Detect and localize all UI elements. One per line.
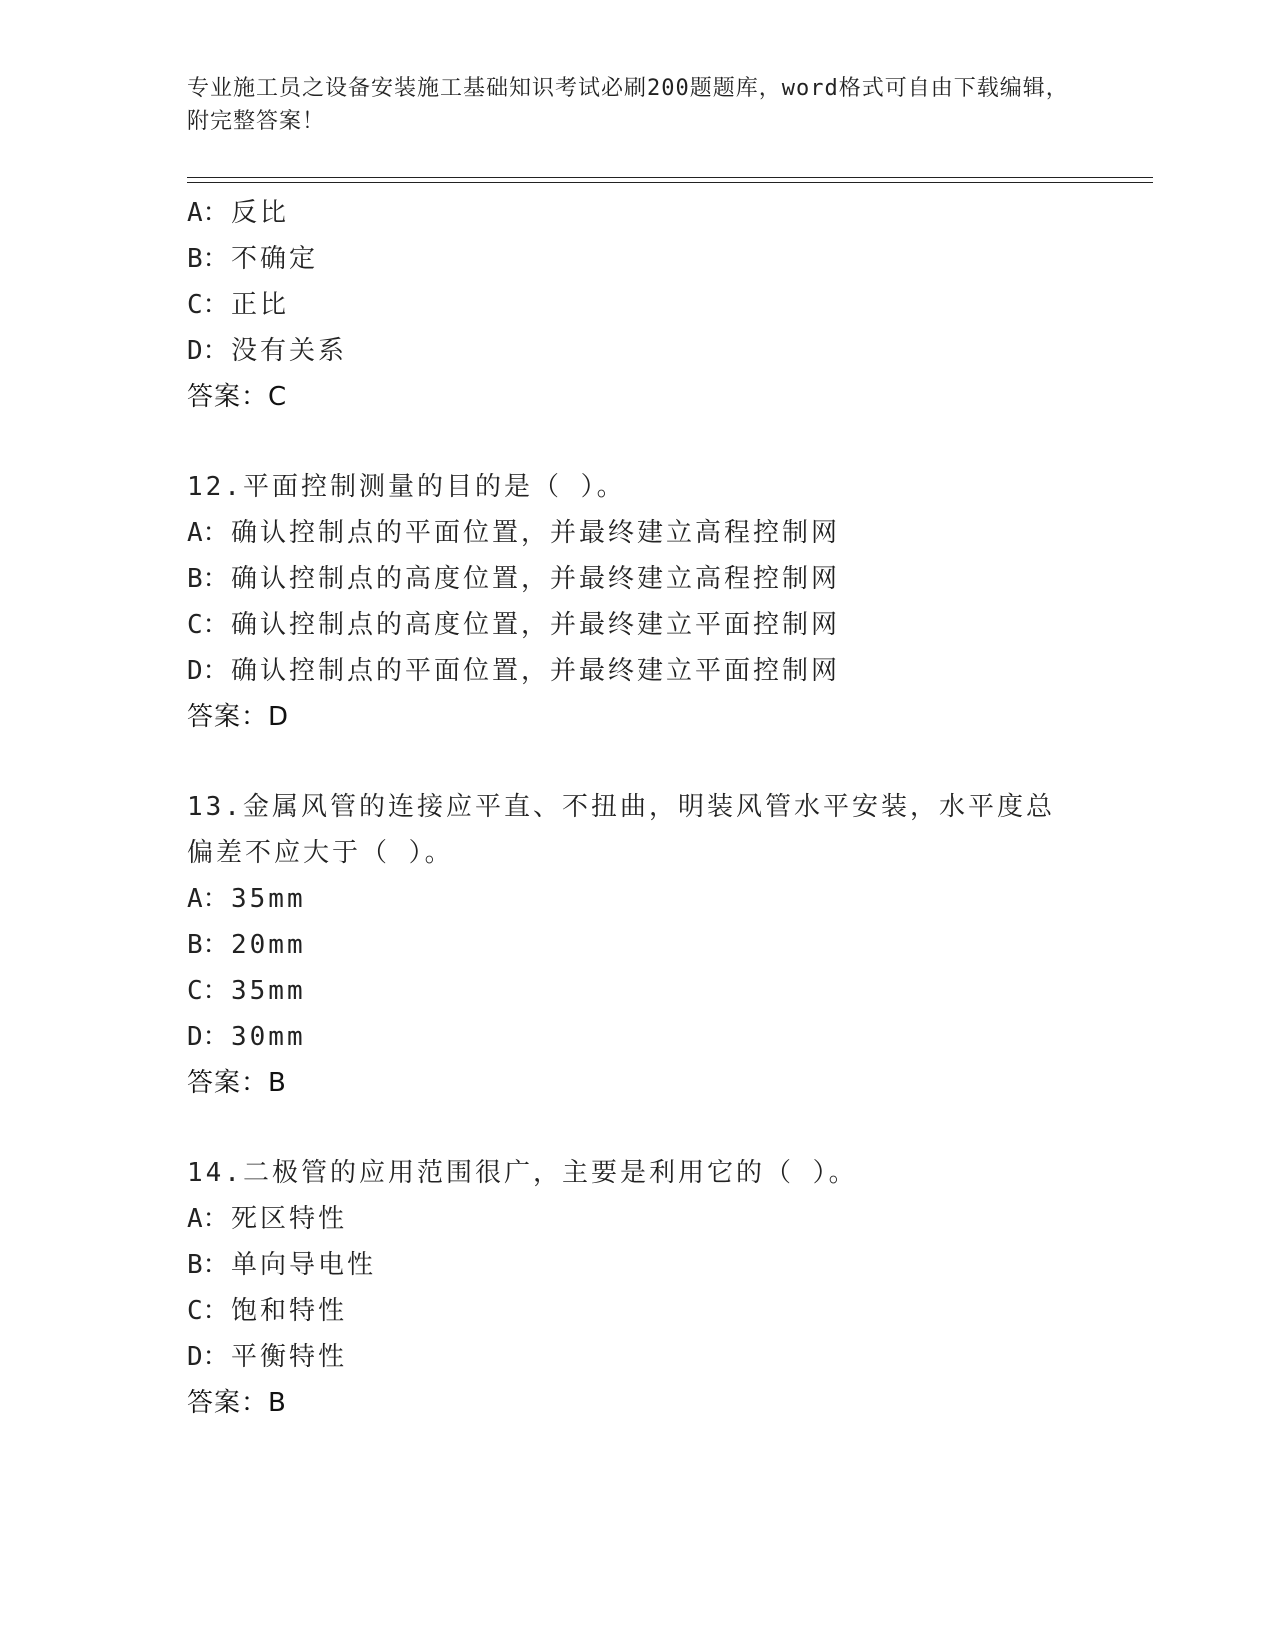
option-label: C： — [187, 976, 229, 1006]
option-label: A： — [187, 518, 229, 548]
option-label: D： — [187, 1022, 229, 1052]
document-header-title: 专业施工员之设备安装施工基础知识考试必刷200题题库，word格式可自由下载编辑，附完整答案！ — [187, 76, 1069, 134]
option-c — [187, 1288, 1147, 1334]
question-stem: 14.二极管的应用范围很广，主要是利用它的（ ）。 — [187, 1158, 858, 1188]
option-text: 确认控制点的高度位置，并最终建立高程控制网 — [231, 564, 841, 594]
option-c — [187, 282, 1147, 328]
option-a — [187, 510, 1147, 556]
option-a — [187, 190, 1147, 236]
answer-line: 答案：B — [187, 1068, 287, 1098]
option-label: C： — [187, 610, 229, 640]
option-label: A： — [187, 198, 229, 228]
option-label: D： — [187, 1342, 229, 1372]
option-label: C： — [187, 290, 229, 320]
question-stem: 13.金属风管的连接应平直、不扭曲，明装风管水平安装，水平度总偏差不应大于（ ）。 — [187, 792, 1055, 868]
option-text: 确认控制点的平面位置，并最终建立高程控制网 — [231, 518, 841, 548]
option-text: 确认控制点的高度位置，并最终建立平面控制网 — [231, 610, 841, 640]
option-text: 没有关系 — [231, 336, 348, 366]
option-text: 35mm — [231, 976, 306, 1006]
option-text: 单向导电性 — [231, 1250, 377, 1280]
option-label: B： — [187, 1250, 229, 1280]
option-a — [187, 876, 1147, 922]
option-c — [187, 602, 1147, 648]
question-13 — [187, 784, 1147, 1106]
option-text: 饱和特性 — [231, 1296, 348, 1326]
answer-line: 答案：B — [187, 1388, 287, 1418]
option-d — [187, 648, 1147, 694]
option-d — [187, 1334, 1147, 1380]
option-label: D： — [187, 656, 229, 686]
option-label: A： — [187, 1204, 229, 1234]
option-text: 正比 — [231, 290, 290, 320]
option-a — [187, 1196, 1147, 1242]
question-content — [187, 190, 1147, 1426]
option-label: B： — [187, 564, 229, 594]
option-label: B： — [187, 244, 229, 274]
option-text: 反比 — [231, 198, 290, 228]
option-b — [187, 922, 1147, 968]
answer-line: 答案：C — [187, 382, 288, 412]
option-d — [187, 1014, 1147, 1060]
option-c — [187, 968, 1147, 1014]
option-b — [187, 1242, 1147, 1288]
option-text: 死区特性 — [231, 1204, 348, 1234]
option-label: D： — [187, 336, 229, 366]
option-text: 确认控制点的平面位置，并最终建立平面控制网 — [231, 656, 841, 686]
option-d — [187, 328, 1147, 374]
question-14 — [187, 1150, 1147, 1426]
option-b — [187, 236, 1147, 282]
question-12 — [187, 464, 1147, 740]
option-text: 不确定 — [231, 244, 319, 274]
option-text: 30mm — [231, 1022, 306, 1052]
option-label: A： — [187, 884, 229, 914]
answer-line: 答案：D — [187, 702, 290, 732]
option-text: 35mm — [231, 884, 306, 914]
question-11-continued — [187, 190, 1147, 420]
option-label: C： — [187, 1296, 229, 1326]
header-divider-bottom — [187, 182, 1153, 183]
option-b — [187, 556, 1147, 602]
question-stem: 12.平面控制测量的目的是（ ）。 — [187, 472, 626, 502]
option-text: 20mm — [231, 930, 306, 960]
option-label: B： — [187, 930, 229, 960]
header-divider-top — [187, 177, 1153, 178]
option-text: 平衡特性 — [231, 1342, 348, 1372]
